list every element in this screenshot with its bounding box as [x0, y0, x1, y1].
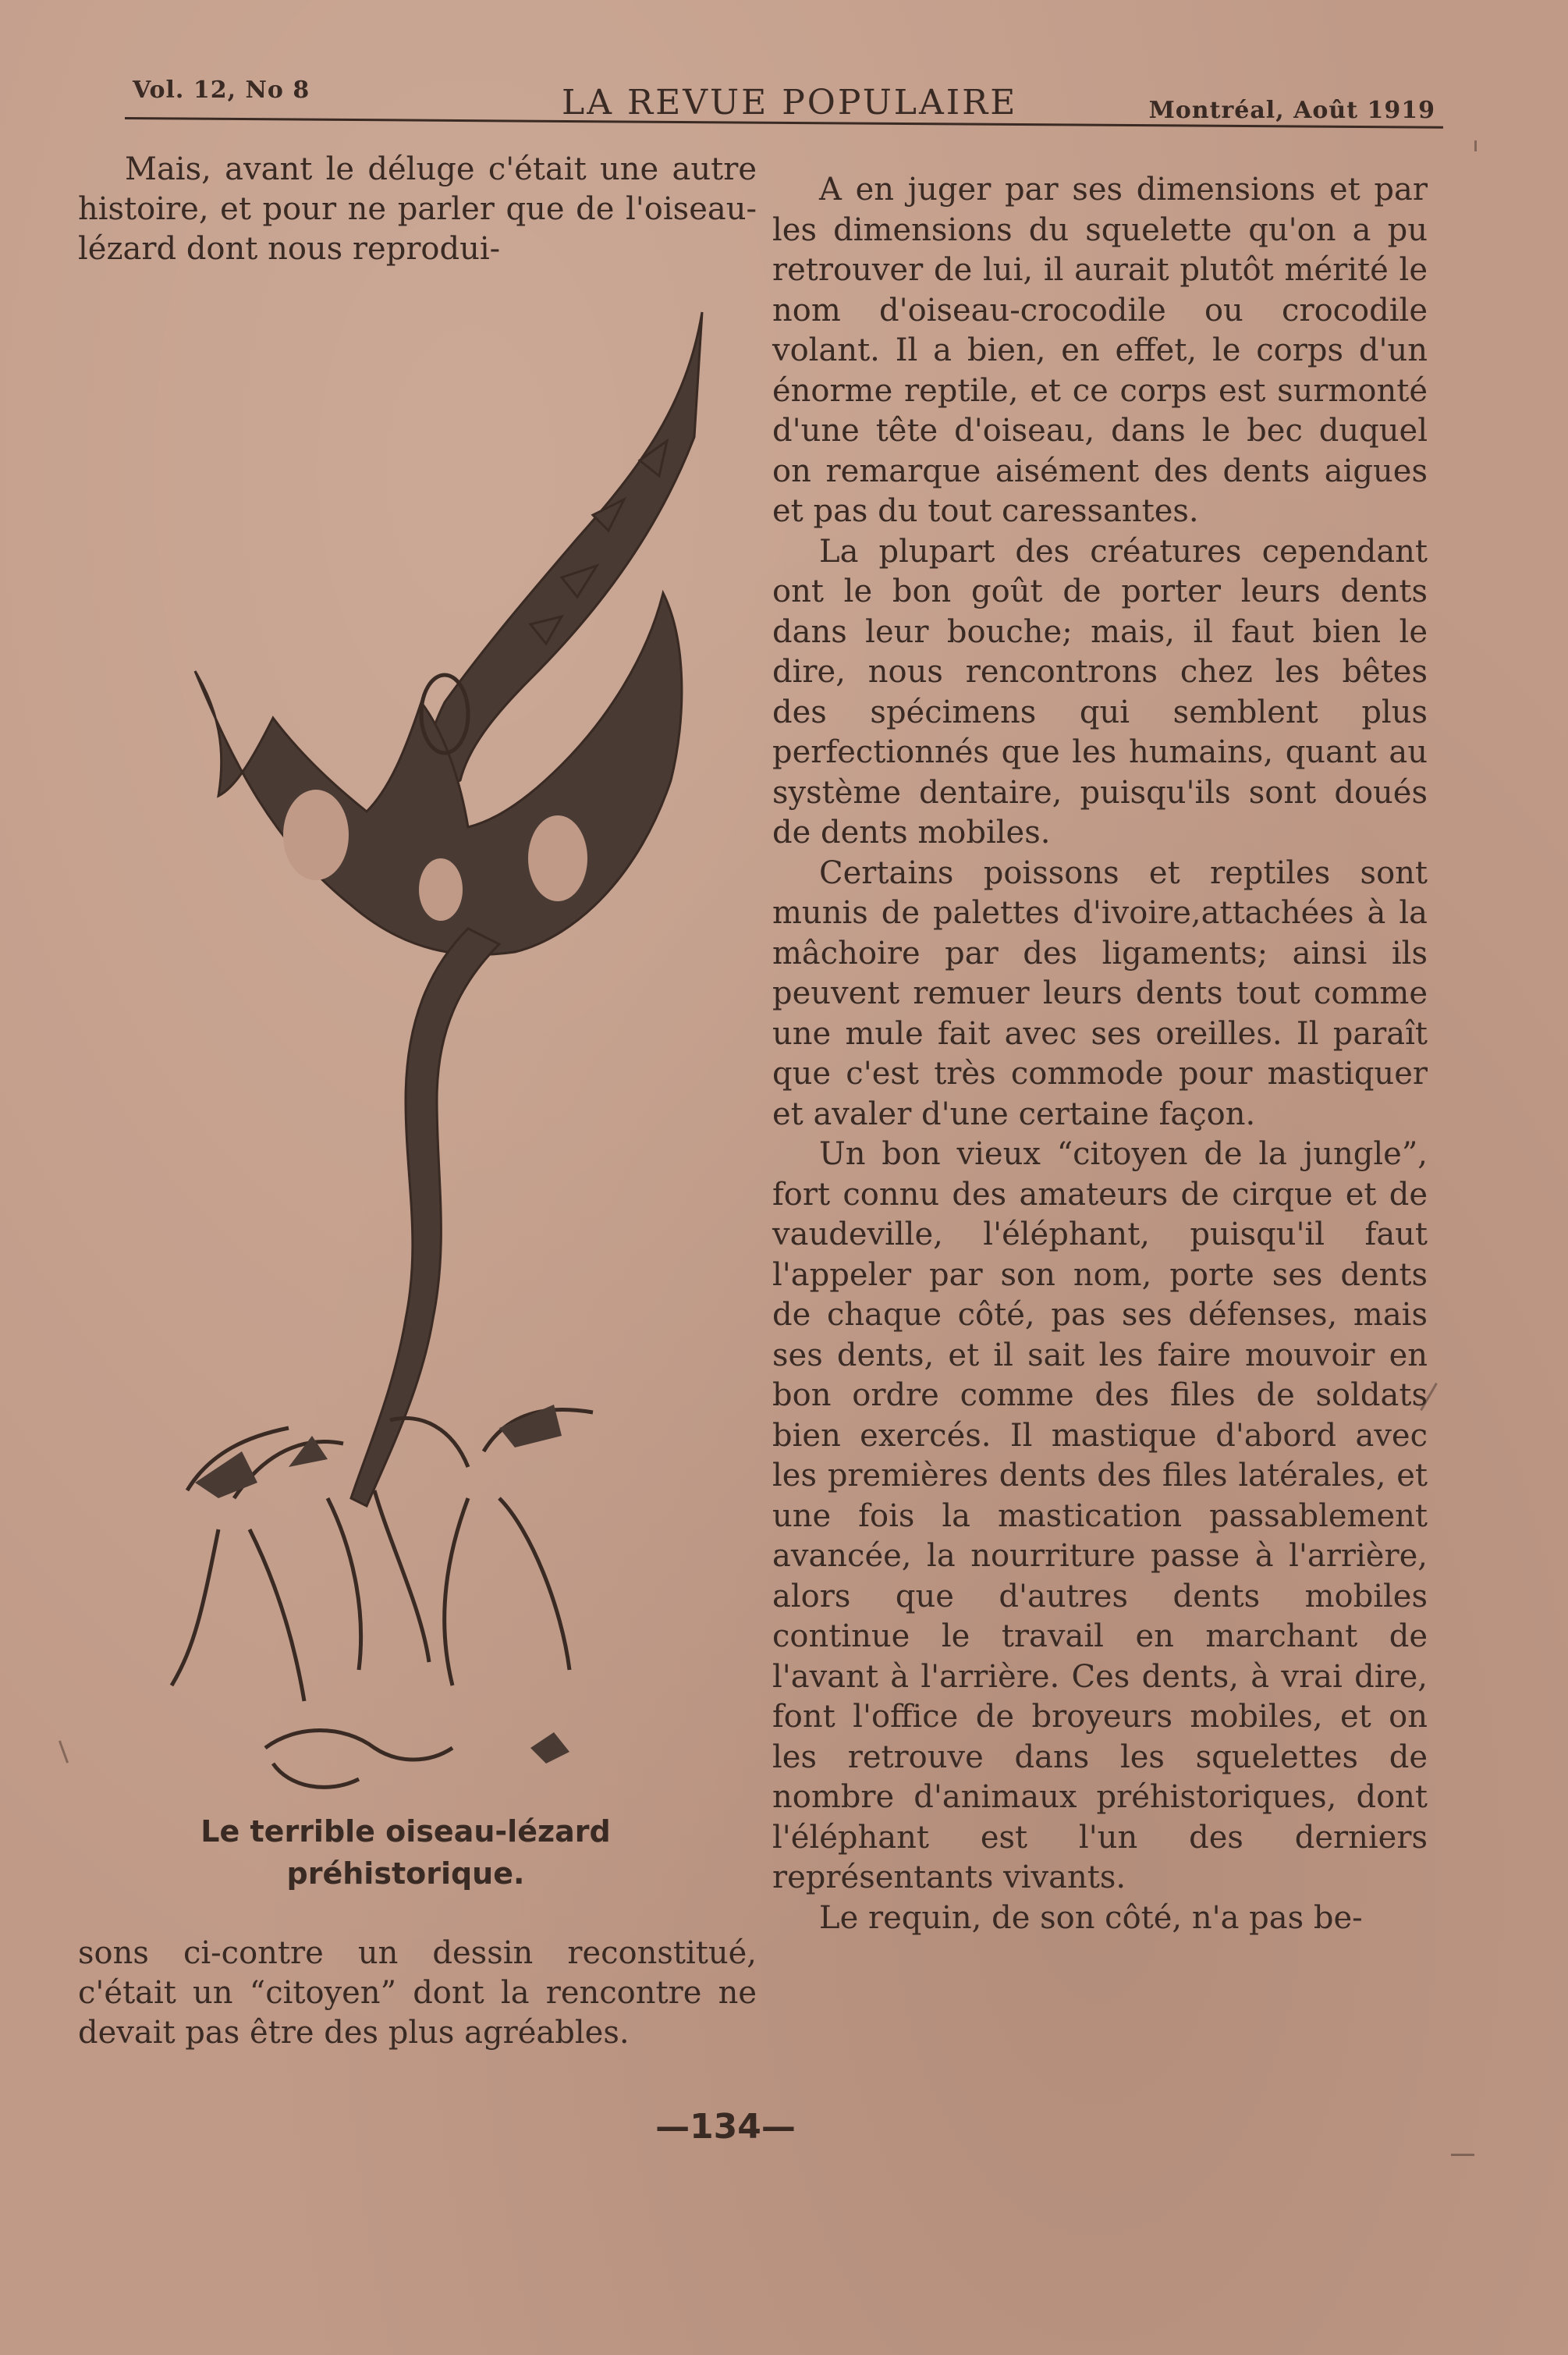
right-paragraph-2: La plupart des créatures cependant ont le bon goût de porter leurs dents dans leur bouche; mais, il faut bien le dire, nous rencontrons chez les bêtes des spécimens qui semblent plus perfectionnés que les humains, quant au système dentaire, puisqu'ils sont doués de dents mobiles.	[772, 533, 1428, 851]
paper-speck	[1451, 2154, 1474, 2156]
right-paragraph-3: Certains poissons et reptiles sont munis de palettes d'ivoire,attachées à la mâchoire par des ligaments; ainsi ils peuvent remuer leurs dents tout comme une mule fait avec ses oreilles. Il paraît que c'est très commode pour mastiquer et avaler d'une certaine façon.	[772, 854, 1428, 1132]
left-paragraph-top: Mais, avant le déluge c'était une autre histoire, et pour ne parler que de l'oiseau-lézard dont nous reprodui-	[78, 151, 757, 267]
left-paragraph-bottom: sons ci-contre un dessin reconstitué, c'était un “citoyen” dont la rencontre ne devait pas être des plus agréables.	[78, 1935, 757, 2051]
right-column	[772, 170, 1428, 1938]
page-number: —134—	[655, 2107, 796, 2147]
bird-lizard-drawing	[94, 281, 733, 1803]
right-paragraph-1: A en juger par ses dimensions et par les dimensions du squelette qu'on a pu retrouver de lui, il aurait plutôt mérité le nom d'oiseau-crocodile ou crocodile volant. Il a bien, en effet, le corps d'un énorme reptile, et ce corps est surmonté d'une tête d'oiseau, dans le bec duquel on remarque aisément des dents aigues et pas du tout caressantes.	[772, 172, 1428, 529]
page-header	[125, 69, 1435, 139]
volume-number: Vol. 12, No 8	[133, 76, 310, 104]
bird-lizard-illustration	[94, 281, 733, 1803]
figure-caption: Le terrible oiseau-lézard préhistorique.	[200, 1814, 611, 1891]
left-column-bottom	[78, 1934, 757, 2053]
right-paragraph-4: Un bon vieux “citoyen de la jungle”, fort connu des amateurs de cirque et de vaudeville, l'éléphant, puisqu'il faut l'appeler par son nom, porte ses dents de chaque côté, pas ses défenses, mais ses dents, et il sait les faire mouvoir en bon ordre comme des files de soldats bien exercés. Il mastique d'abord avec les premières dents des files latérales, et une fois la mastication passablement avancée, la nourriture passe à l'arrière, alors que d'autres dents mobiles continue le travail en marchant de l'avant à l'arrière. Ces dents, à vrai dire, font l'office de broyeurs mobiles, et on les retrouve dans les squelettes de nombre d'animaux préhistoriques, dont l'éléphant est l'un des derniers représentants vivants.	[772, 1136, 1428, 1895]
paper-speck	[1474, 140, 1477, 151]
place-date: Montréal, Août 1919	[1148, 97, 1435, 124]
right-paragraph-5: Le requin, de son côté, n'a pas be-	[819, 1899, 1363, 1936]
left-column-top	[78, 150, 757, 269]
paper-speck	[59, 1740, 69, 1763]
journal-title: LA REVUE POPULAIRE	[562, 83, 1018, 123]
